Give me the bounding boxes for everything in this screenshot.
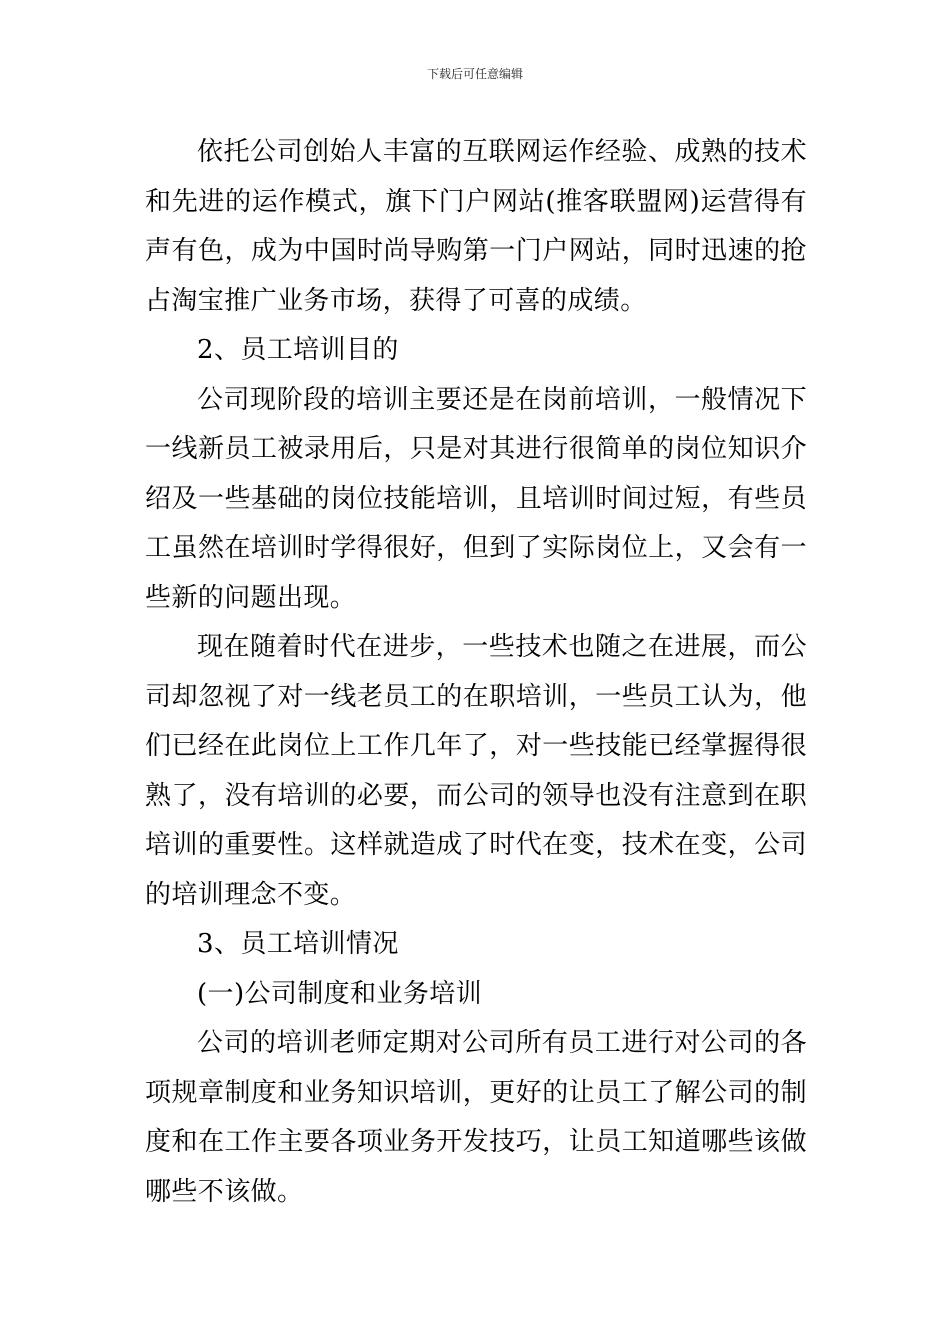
subsection-heading-policy-training: (一)公司制度和业务培训 xyxy=(197,978,483,1009)
page-header: 下载后可任意编辑 xyxy=(426,67,523,81)
paragraph-in-service-training: 现在随着时代在进步，一些技术也随之在进展，而公司却忽视了对一线老员工的在职培训，一些员工认为，他们已经在此岗位上工作几年了，对一些技能已经掌握得很熟了，没有培训的必要，而公司的领导也没有注意到在职培训的重要性。这样就造成了时代在变，技术在变，公司的培训理念不变。 xyxy=(145,632,807,910)
section-heading-training-status: 3、员工培训情况 xyxy=(197,929,399,959)
section-heading-training-purpose: 2、员工培训目的 xyxy=(197,335,399,365)
paragraph-policy-training: 公司的培训老师定期对公司所有员工进行对公司的各项规章制度和业务知识培训，更好的让员工了解公司的制度和在工作主要各项业务开发技巧，让员工知道哪些该做哪些不该做。 xyxy=(145,1028,807,1207)
paragraph-intro: 依托公司创始人丰富的互联网运作经验、成熟的技术和先进的运作模式，旗下门户网站(推客联盟网)运营得有声有色，成为中国时尚导购第一门户网站，同时迅速的抢占淘宝推广业务市场，获得了可喜的成绩。 xyxy=(145,137,807,316)
paragraph-pre-job-training: 公司现阶段的培训主要还是在岗前培训，一般情况下一线新员工被录用后，只是对其进行很简单的岗位知识介绍及一些基础的岗位技能培训，且培训时间过短，有些员工虽然在培训时学得很好，但到了实际岗位上，又会有一些新的问题出现。 xyxy=(145,384,807,613)
document-body xyxy=(145,128,807,1217)
